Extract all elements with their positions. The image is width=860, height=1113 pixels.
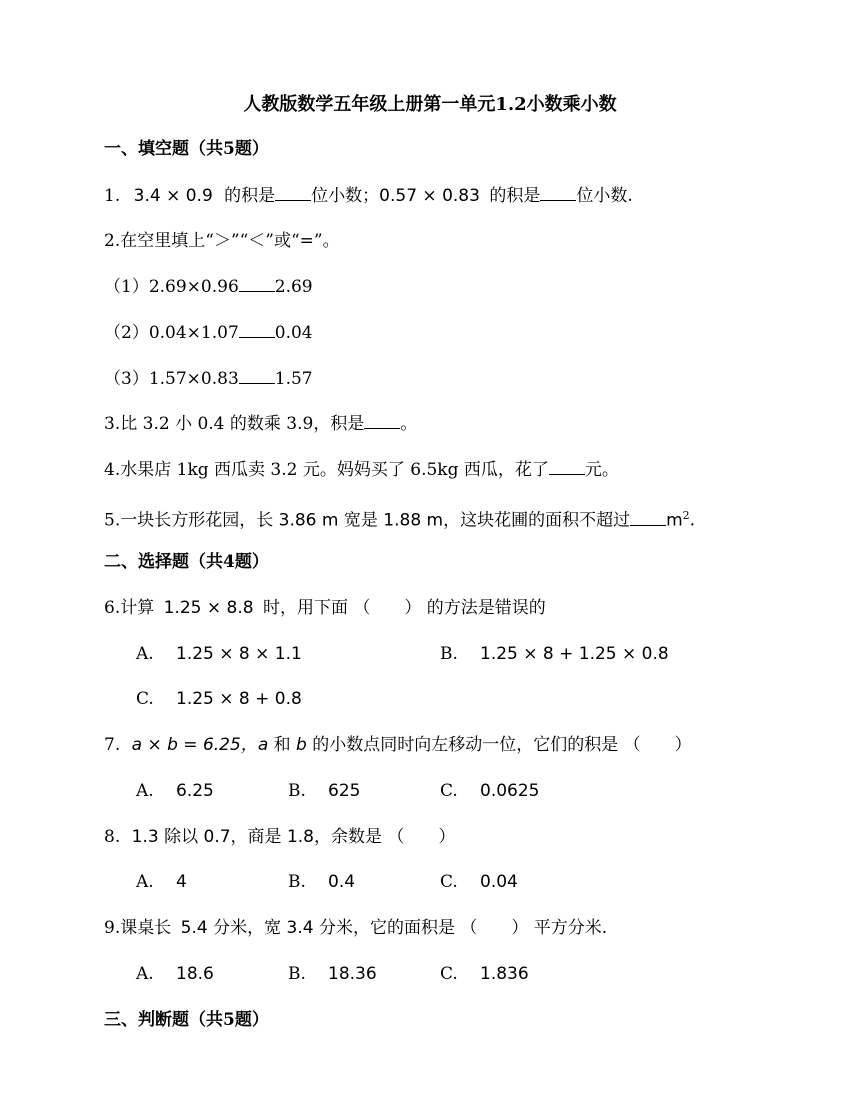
q1-text2: 位小数； bbox=[311, 186, 380, 206]
q9-option-a[interactable] bbox=[136, 962, 214, 986]
option-text: 0.0625 bbox=[480, 781, 540, 801]
option-label: A. bbox=[136, 872, 154, 892]
option-text: 1.25 × 8 + 1.25 × 0.8 bbox=[480, 644, 669, 664]
option-label: A. bbox=[136, 964, 154, 984]
q9-option-b[interactable] bbox=[288, 962, 377, 986]
page-title: 人教版数学五年级上册第一单元1.2小数乘小数 bbox=[243, 94, 617, 115]
question-2-sub-2 bbox=[104, 321, 313, 345]
q8-text2: 商是 bbox=[247, 827, 282, 847]
q6-option-b[interactable] bbox=[440, 642, 669, 666]
q5-text2: 宽是 bbox=[343, 510, 378, 531]
q8-option-a[interactable] bbox=[136, 870, 187, 894]
section-heading-fill-blank: 一、填空题（共5题） bbox=[104, 139, 269, 159]
q6-option-c[interactable] bbox=[136, 687, 302, 711]
q4-text: 4.水果店 1kg 西瓜卖 3.2 元。妈妈买了 6.5kg 西瓜，花了 bbox=[104, 460, 549, 480]
q1-blank-2[interactable] bbox=[540, 184, 576, 201]
q4-end: 元。 bbox=[584, 460, 619, 480]
q2-sub1-left: （1）2.69×0.96 bbox=[104, 277, 239, 297]
q2-sub1-blank[interactable] bbox=[239, 275, 275, 292]
q2-sub1-right: 2.69 bbox=[274, 277, 313, 297]
q8-dividend: 1.3 bbox=[131, 827, 159, 847]
q2-sub2-left: （2）0.04×1.07 bbox=[104, 323, 239, 343]
q9-length: 5.4 bbox=[180, 918, 208, 938]
q9-text1: 分米，宽 bbox=[213, 918, 282, 938]
option-text: 18.36 bbox=[328, 964, 377, 984]
q9-width: 3.4 bbox=[286, 918, 314, 938]
option-text: 4 bbox=[176, 872, 187, 892]
option-label: B. bbox=[288, 964, 306, 984]
q6-option-a[interactable] bbox=[136, 642, 302, 666]
q4-blank[interactable] bbox=[549, 458, 585, 475]
q7-var-a: a bbox=[257, 735, 269, 755]
question-2-sub-1 bbox=[104, 275, 313, 299]
question-3 bbox=[104, 412, 417, 436]
q5-text1: 5.一块长方形花园，长 bbox=[104, 510, 274, 531]
q8-option-c[interactable] bbox=[440, 870, 518, 894]
question-5 bbox=[104, 504, 695, 533]
option-text: 18.6 bbox=[176, 964, 214, 984]
q5-blank[interactable] bbox=[630, 509, 666, 526]
question-1 bbox=[104, 184, 633, 208]
q8-text3: 余数是 （ ） bbox=[331, 827, 456, 847]
option-text: 625 bbox=[328, 781, 361, 801]
q9-text2: 分米，它的面积是 （ ） 平方分米. bbox=[318, 918, 608, 938]
q2-sub2-blank[interactable] bbox=[239, 321, 275, 338]
option-label: A. bbox=[136, 781, 154, 801]
q1-blank-1[interactable] bbox=[275, 184, 311, 201]
option-label: C. bbox=[440, 872, 458, 892]
option-text: 1.25 × 8 + 0.8 bbox=[176, 689, 302, 709]
q2-sub3-blank[interactable] bbox=[239, 367, 275, 384]
q5-unit: m bbox=[666, 510, 683, 531]
option-text: 0.04 bbox=[480, 872, 518, 892]
q5-text3: ，这块花圃的面积不超过 bbox=[443, 510, 631, 531]
option-text: 0.4 bbox=[328, 872, 356, 892]
question-7 bbox=[104, 733, 692, 757]
q8-text1: 除以 bbox=[164, 827, 199, 847]
q7-expr: a × b = 6.25， bbox=[131, 735, 258, 755]
q7-and: 和 bbox=[273, 735, 291, 755]
q8-divisor: 0.7， bbox=[203, 827, 248, 847]
q3-blank[interactable] bbox=[364, 412, 400, 429]
q2-sub3-right: 1.57 bbox=[274, 369, 313, 389]
q5-unit-exponent: 2 bbox=[682, 509, 690, 522]
question-6 bbox=[104, 596, 546, 620]
question-4 bbox=[104, 458, 619, 482]
q7-option-b[interactable] bbox=[288, 779, 360, 803]
q7-text: 的小数点同时向左移动一位，它们的积是 （ ） bbox=[312, 735, 692, 755]
q3-end: 。 bbox=[400, 414, 418, 434]
q8-number: 8. bbox=[104, 827, 121, 847]
q8-option-b[interactable] bbox=[288, 870, 355, 894]
option-label: C. bbox=[440, 964, 458, 984]
q6-number: 6.计算 bbox=[104, 598, 155, 618]
q2-sub2-right: 0.04 bbox=[274, 323, 313, 343]
q5-end: . bbox=[689, 510, 696, 531]
option-label: B. bbox=[288, 781, 306, 801]
q9-option-c[interactable] bbox=[440, 962, 529, 986]
q7-option-a[interactable] bbox=[136, 779, 214, 803]
section-heading-multiple-choice: 二、选择题（共4题） bbox=[104, 552, 269, 572]
question-8 bbox=[104, 825, 455, 849]
q2-sub3-left: （3）1.57×0.83 bbox=[104, 369, 239, 389]
q9-number: 9.课桌长 bbox=[104, 918, 172, 938]
q7-number: 7. bbox=[104, 735, 121, 755]
q8-quotient: 1.8， bbox=[286, 827, 331, 847]
option-label: C. bbox=[136, 689, 154, 709]
question-2-sub-3 bbox=[104, 367, 313, 391]
q5-width: 1.88 m bbox=[383, 510, 444, 531]
option-label: A. bbox=[136, 644, 154, 664]
q3-text: 3.比 3.2 小 0.4 的数乘 3.9，积是 bbox=[104, 414, 365, 434]
q1-expr1: 3.4 × 0.9 bbox=[133, 186, 213, 206]
option-label: C. bbox=[440, 781, 458, 801]
q7-option-c[interactable] bbox=[440, 779, 539, 803]
option-label: B. bbox=[440, 644, 458, 664]
option-label: B. bbox=[288, 872, 306, 892]
question-9 bbox=[104, 916, 607, 940]
question-2-stem: 2.在空里填上“＞”“＜”或“=”。 bbox=[104, 231, 340, 251]
q1-text3: 的积是 bbox=[489, 186, 541, 206]
q1-expr2: 0.57 × 0.83 bbox=[379, 186, 480, 206]
option-text: 6.25 bbox=[176, 781, 214, 801]
q7-var-b: b bbox=[296, 735, 307, 755]
q1-text4: 位小数. bbox=[576, 186, 633, 206]
q6-expr: 1.25 × 8.8 bbox=[163, 598, 254, 618]
section-heading-true-false: 三、判断题（共5题） bbox=[104, 1010, 269, 1030]
q5-length: 3.86 m bbox=[278, 510, 339, 531]
q1-number: 1. bbox=[104, 186, 121, 206]
q1-text1: 的积是 bbox=[224, 186, 276, 206]
option-text: 1.836 bbox=[480, 964, 529, 984]
q6-text: 时，用下面 （ ） 的方法是错误的 bbox=[263, 598, 546, 618]
option-text: 1.25 × 8 × 1.1 bbox=[176, 644, 302, 664]
